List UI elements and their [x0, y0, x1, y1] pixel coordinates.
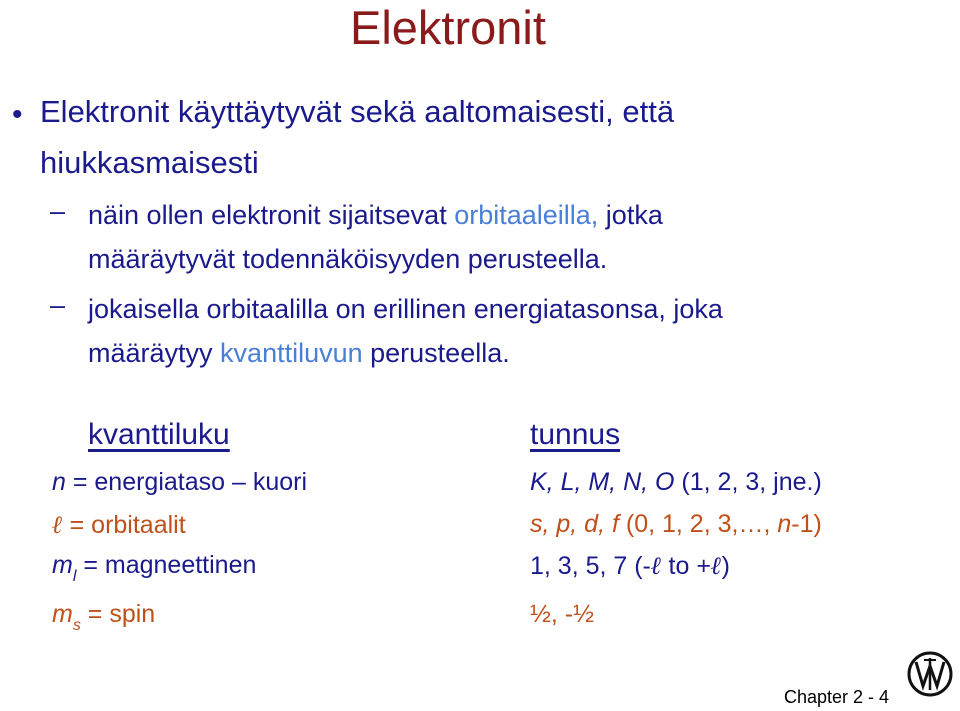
- sub2-text-end: perusteella.: [362, 338, 510, 368]
- row-value-c: ): [721, 552, 730, 580]
- table-row-ml: [52, 551, 257, 585]
- row-value-numbers: (1, 2, 3, jne.): [674, 468, 822, 496]
- sub1-text: näin ollen elektronit sijaitsevat: [88, 200, 455, 230]
- slide-title: Elektronit: [350, 1, 546, 54]
- row-label: = energiataso: [65, 468, 232, 496]
- table-header-quantum-number: kvanttiluku: [88, 418, 230, 451]
- table-row-ms: [52, 600, 156, 634]
- row-symbol: n: [52, 468, 66, 496]
- row-value-ell: ℓ: [710, 551, 722, 580]
- footer-chapter: Chapter 2 - 4: [784, 687, 890, 707]
- row-label: = orbitaalit: [62, 511, 186, 539]
- bullet-main-line1: Elektronit käyttäytyvät sekä aaltomaisesti, että: [40, 94, 675, 129]
- sub2-highlight: kvanttiluvun: [220, 338, 363, 368]
- bullet-main: [40, 86, 940, 188]
- row-symbol: ℓ: [52, 510, 63, 539]
- row-value-numbers: (0, 1, 2, 3,…,: [618, 510, 778, 538]
- sub-bullet-energy: [88, 287, 948, 375]
- row-label: = magneettinen: [76, 551, 257, 579]
- row-subscript: l: [72, 568, 77, 585]
- publisher-seal-icon: [906, 650, 954, 698]
- table-row-l: [52, 510, 186, 540]
- table-row-ml-value: [530, 551, 730, 581]
- sub1-highlight: orbitaaleilla,: [454, 200, 599, 230]
- row-value-symbols: s, p, d, f: [530, 510, 619, 538]
- table-header-symbol: tunnus: [530, 418, 621, 451]
- row-value-a: 1, 3, 5, 7 (-: [530, 552, 651, 580]
- sub2-text: määräytyy: [88, 338, 221, 368]
- row-value-n: n: [777, 510, 792, 538]
- sub-bullet-dash-icon: –: [50, 290, 66, 320]
- row-value-end: -1): [791, 510, 822, 538]
- row-label: = spin: [80, 600, 156, 628]
- table-row-n: [52, 468, 307, 497]
- table-row-l-value: [530, 510, 822, 539]
- sub-bullet-orbitals: [88, 193, 948, 281]
- row-value-ell: ℓ: [650, 551, 662, 580]
- row-extra: – kuori: [232, 468, 308, 496]
- row-symbol: m: [52, 600, 73, 628]
- table-row-ms-value: ½, -½: [530, 600, 594, 628]
- sub-bullet-orbitals-line1: [88, 193, 948, 237]
- sub1-text-end: jotka: [598, 200, 663, 230]
- bullet-main-line2: hiukkasmaisesti: [40, 145, 259, 180]
- sub-bullet-dash-icon: –: [50, 196, 66, 226]
- table-row-n-value: [530, 468, 822, 497]
- row-value-symbols: K, L, M, N, O: [530, 468, 675, 496]
- sub-bullet-energy-line1: jokaisella orbitaalilla on erillinen energiatasonsa, joka: [88, 294, 723, 324]
- bullet-dot-icon: •: [12, 98, 23, 131]
- row-symbol: m: [52, 551, 73, 579]
- sub-bullet-orbitals-line2: määräytyvät todennäköisyyden perusteella.: [88, 244, 608, 274]
- row-value-b: to +: [661, 552, 711, 580]
- sub-bullet-energy-line2: [88, 331, 948, 375]
- row-subscript: s: [72, 617, 81, 634]
